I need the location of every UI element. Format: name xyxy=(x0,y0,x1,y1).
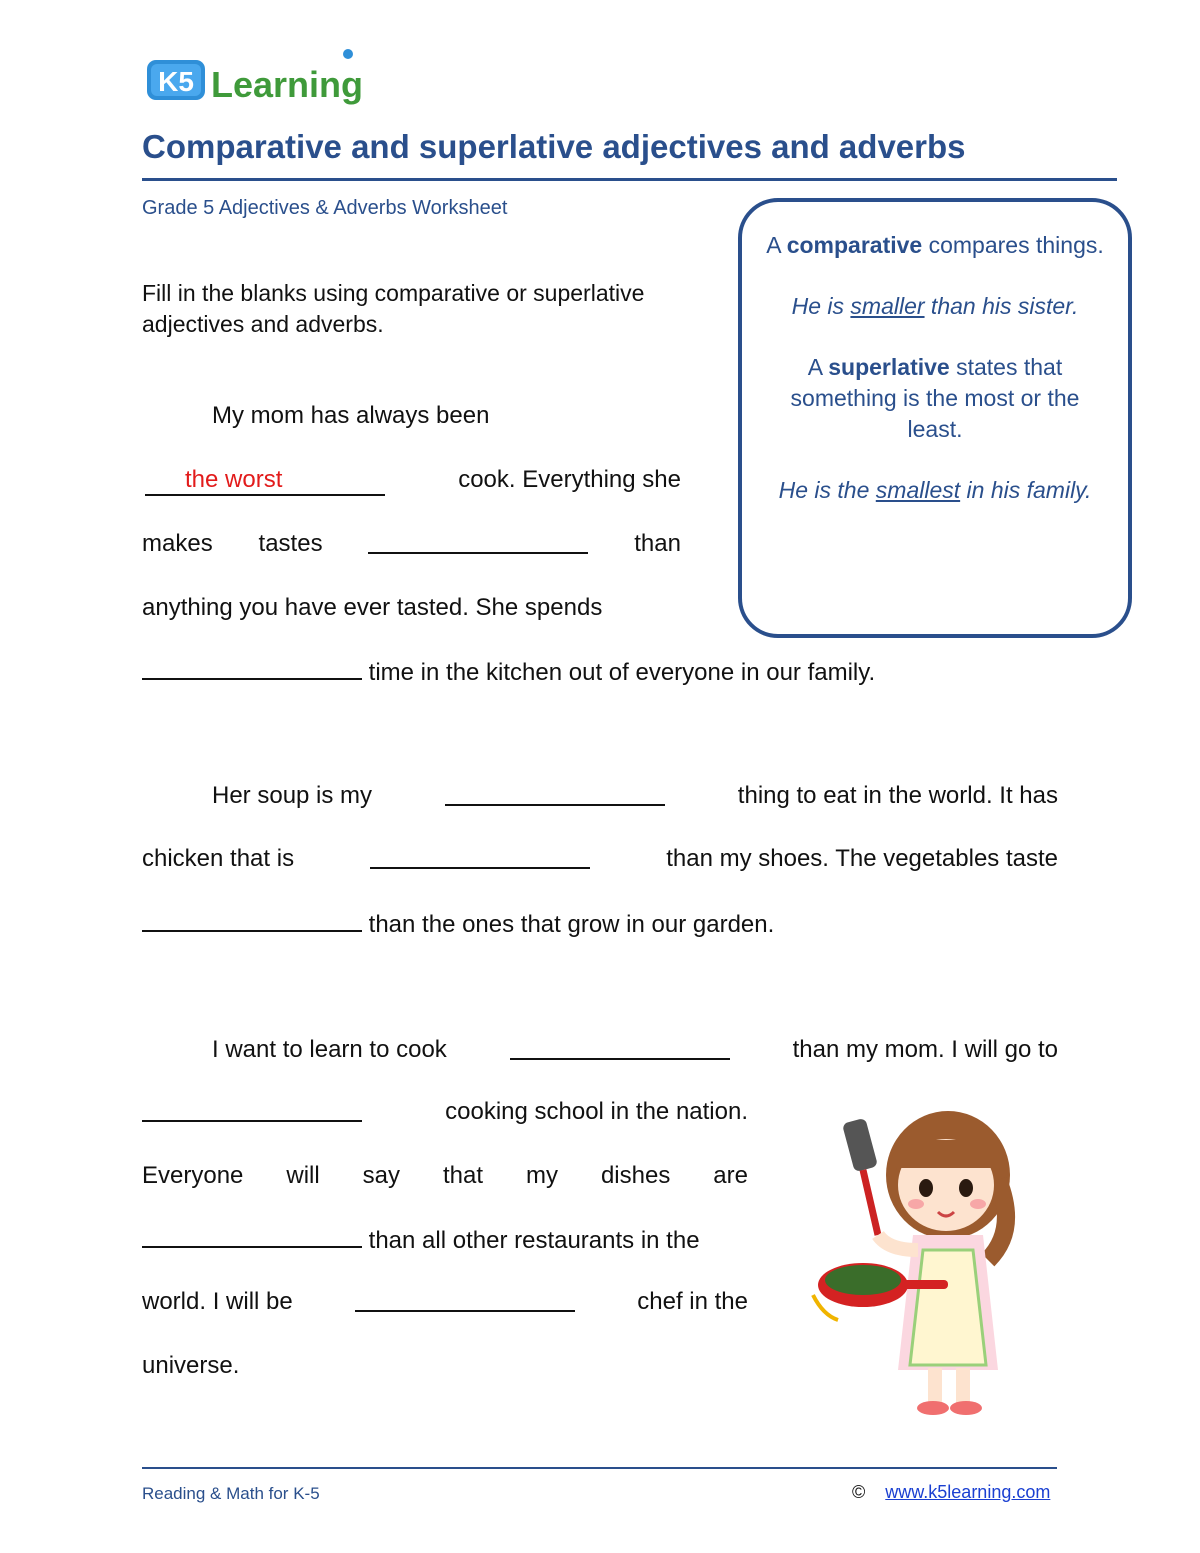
footer-divider xyxy=(142,1467,1057,1469)
passage3-line5: world. I will be chef in the xyxy=(142,1288,748,1315)
fill-blank[interactable] xyxy=(142,656,362,680)
passage3-line3: Everyone will say that my dishes are xyxy=(142,1162,748,1189)
girl-cooking-illustration xyxy=(808,1100,1018,1420)
k5-learning-logo xyxy=(145,42,405,112)
passage3-line6: universe. xyxy=(142,1352,240,1379)
svg-text:K5: K5 xyxy=(158,66,194,97)
footer-copyright: © www.k5learning.com xyxy=(852,1482,1051,1502)
passage2-line1: Her soup is my thing to eat in the world. It has xyxy=(212,782,1058,809)
passage1-line4: anything you have ever tasted. She spends xyxy=(142,594,603,621)
website-link[interactable]: www.k5learning.com xyxy=(885,1482,1051,1502)
worksheet-subtitle: Grade 5 Adjectives & Adverbs Worksheet xyxy=(142,197,508,219)
fill-blank[interactable] xyxy=(370,845,590,869)
passage1-line2: the worst cook. Everything she xyxy=(145,466,681,496)
fill-blank[interactable] xyxy=(355,1288,575,1312)
svg-text:Learning: Learning xyxy=(211,64,364,105)
passage3-line1: I want to learn to cook than my mom. I will go to xyxy=(212,1036,1058,1063)
fill-blank[interactable] xyxy=(510,1036,730,1060)
definition-box: A comparative compares things. He is smaller than his sister. A superlative states that something is the most or the least. He is the smallest in his family. xyxy=(738,198,1132,638)
footer-tagline: Reading & Math for K-5 xyxy=(142,1484,320,1503)
passage1-line3: makes tastes than xyxy=(142,530,681,557)
answer-blank[interactable]: the worst xyxy=(145,466,385,496)
passage2-line3: than the ones that grow in our garden. xyxy=(142,908,774,939)
fill-blank[interactable] xyxy=(142,1224,362,1248)
fill-blank[interactable] xyxy=(368,530,588,554)
passage1-line1: My mom has always been xyxy=(212,402,490,429)
passage3-line2: cooking school in the nation. xyxy=(142,1098,748,1126)
fill-blank[interactable] xyxy=(142,1098,362,1122)
passage3-line4: than all other restaurants in the xyxy=(142,1224,700,1255)
passage2-line2: chicken that is than my shoes. The vegetables taste xyxy=(142,845,1058,872)
page-title: Comparative and superlative adjectives and adverbs xyxy=(142,128,966,165)
instructions: Fill in the blanks using comparative or superlative adjectives and adverbs. xyxy=(142,280,645,337)
fill-blank[interactable] xyxy=(445,782,665,806)
passage1-line5: time in the kitchen out of everyone in our family. xyxy=(142,656,875,687)
title-divider xyxy=(142,178,1117,181)
fill-blank[interactable] xyxy=(142,908,362,932)
